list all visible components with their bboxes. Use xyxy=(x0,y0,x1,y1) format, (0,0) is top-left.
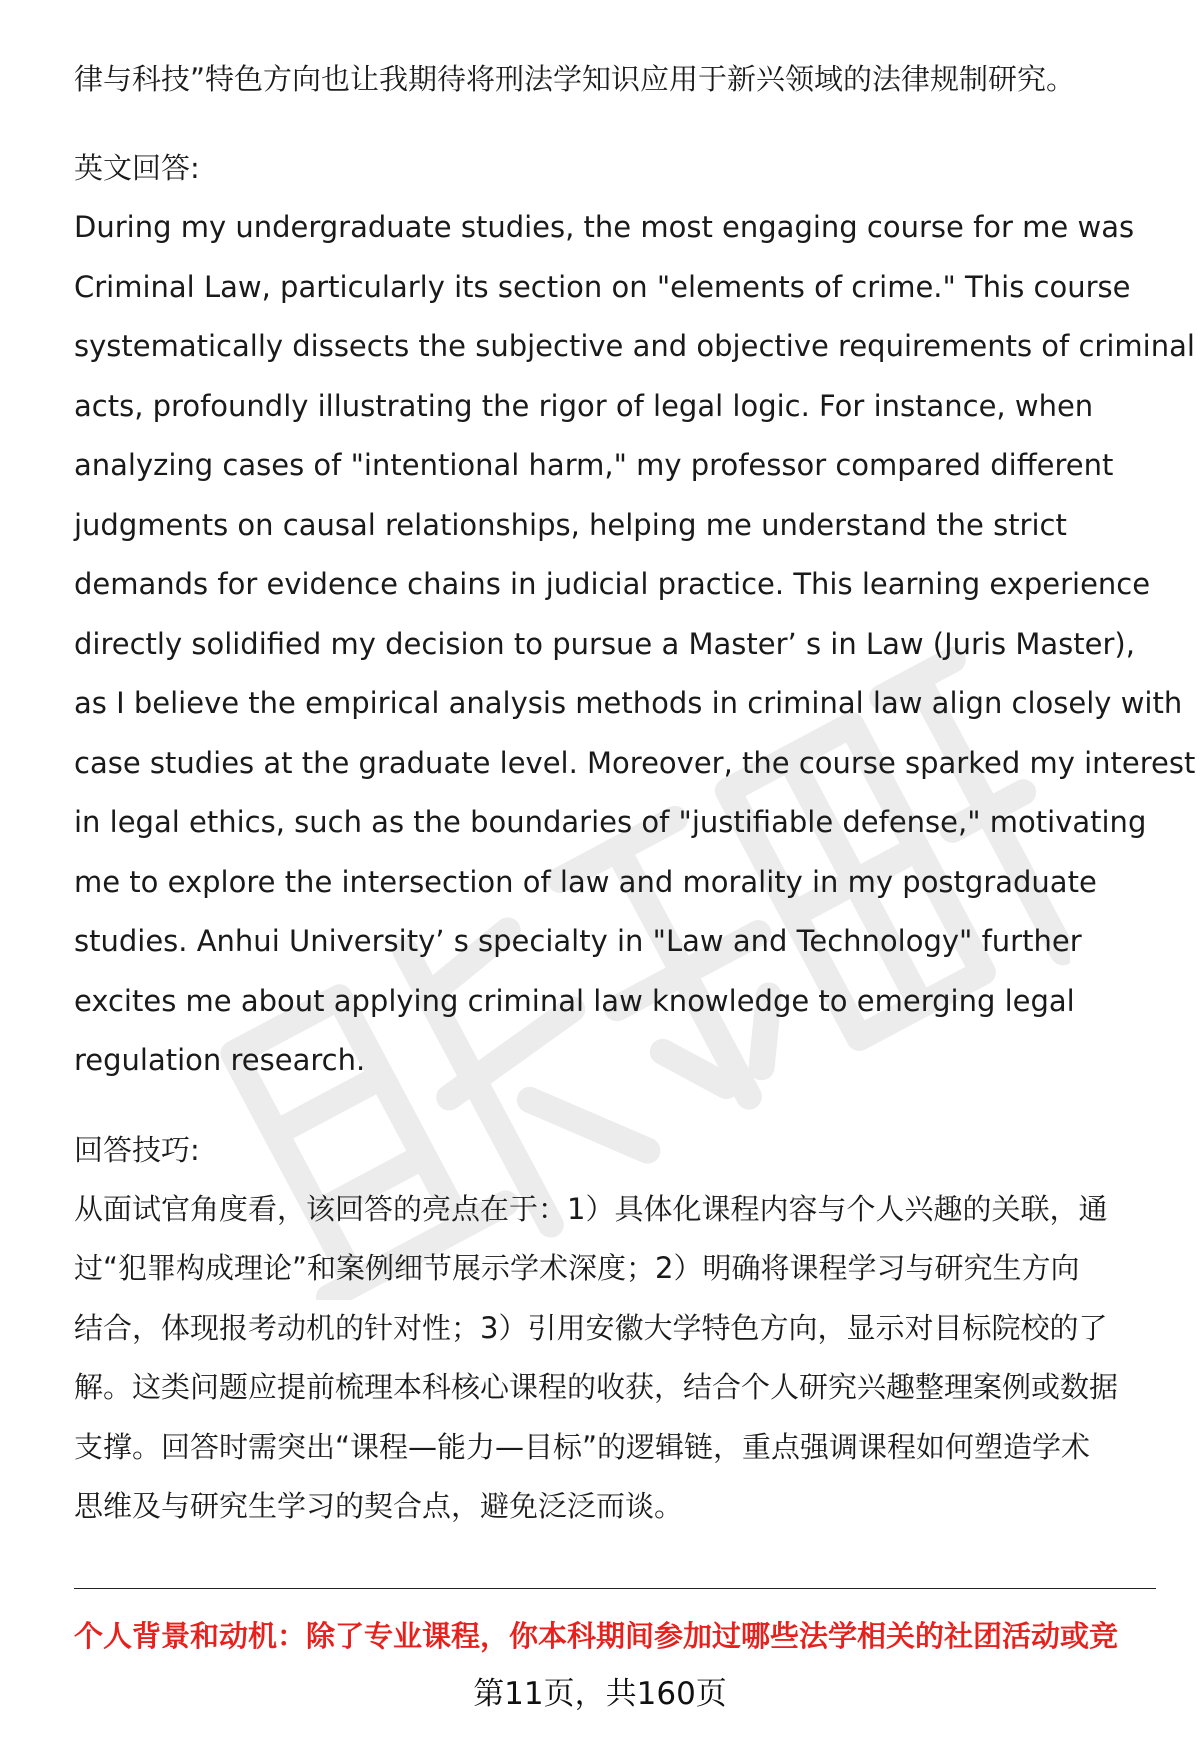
english-line: directly solidified my decision to pursue a Master’ s in Law (Juris Master), xyxy=(74,626,1135,661)
document-body xyxy=(74,50,1196,1537)
english-answer-paragraph xyxy=(74,198,1196,1091)
tips-label: 回答技巧: xyxy=(74,1132,200,1167)
english-line: acts, profoundly illustrating the rigor of legal logic. For instance, when xyxy=(74,388,1094,423)
english-line: During my undergraduate studies, the most engaging course for me was xyxy=(74,210,1135,244)
english-line: regulation research. xyxy=(74,1043,366,1077)
section-divider xyxy=(74,1588,1156,1589)
intro-tail-text: 律与科技”特色方向也让我期待将刑法学知识应用于新兴领域的法律规制研究。 xyxy=(74,62,1076,96)
english-line: in legal ethics, such as the boundaries of "justifiable defense," motivating xyxy=(74,805,1147,839)
english-line: demands for evidence chains in judicial practice. This learning experience xyxy=(74,567,1151,601)
english-line: studies. Anhui University’ s specialty in "Law and Technology" further xyxy=(74,924,1082,958)
english-line: excites me about applying criminal law knowledge to emerging legal xyxy=(74,983,1075,1018)
spacer xyxy=(74,1091,1160,1121)
english-line: systematically dissects the subjective and objective requirements of criminal xyxy=(74,329,1195,363)
spacer xyxy=(74,109,1160,139)
next-question-heading: 个人背景和动机：除了专业课程，你本科期间参加过哪些法学相关的社团活动或竞 xyxy=(74,1619,1119,1653)
tips-line: 结合，体现报考动机的针对性；3）引用安徽大学特色方向，显示对目标院校的了 xyxy=(74,1310,1108,1345)
tips-line: 思维及与研究生学习的契合点，避免泛泛而谈。 xyxy=(74,1489,684,1523)
english-line: Criminal Law, particularly its section on "elements of crime." This course xyxy=(74,269,1131,304)
tips-line: 从面试官角度看，该回答的亮点在于：1）具体化课程内容与个人兴趣的关联，通 xyxy=(74,1191,1108,1226)
tips-line: 解。这类问题应提前梳理本科核心课程的收获，结合个人研究兴趣整理案例或数据 xyxy=(74,1370,1119,1404)
english-line: me to explore the intersection of law and morality in my postgraduate xyxy=(74,864,1097,899)
tips-line: 过“犯罪构成理论”和案例细节展示学术深度；2）明确将课程学习与研究生方向 xyxy=(74,1251,1080,1285)
page-number: 第11页，共160页 xyxy=(473,1676,727,1712)
english-line: case studies at the graduate level. Moreover, the course sparked my interest xyxy=(74,745,1196,780)
english-answer-label: 英文回答: xyxy=(74,151,200,185)
english-line: as I believe the empirical analysis methods in criminal law align closely with xyxy=(74,686,1183,720)
english-line: judgments on causal relationships, helping me understand the strict xyxy=(74,507,1067,542)
tips-line: 支撑。回答时需突出“课程—能力—目标”的逻辑链，重点强调课程如何塑造学术 xyxy=(74,1429,1091,1464)
tips-paragraph xyxy=(74,1180,1160,1537)
english-line: analyzing cases of "intentional harm," my professor compared different xyxy=(74,448,1114,482)
